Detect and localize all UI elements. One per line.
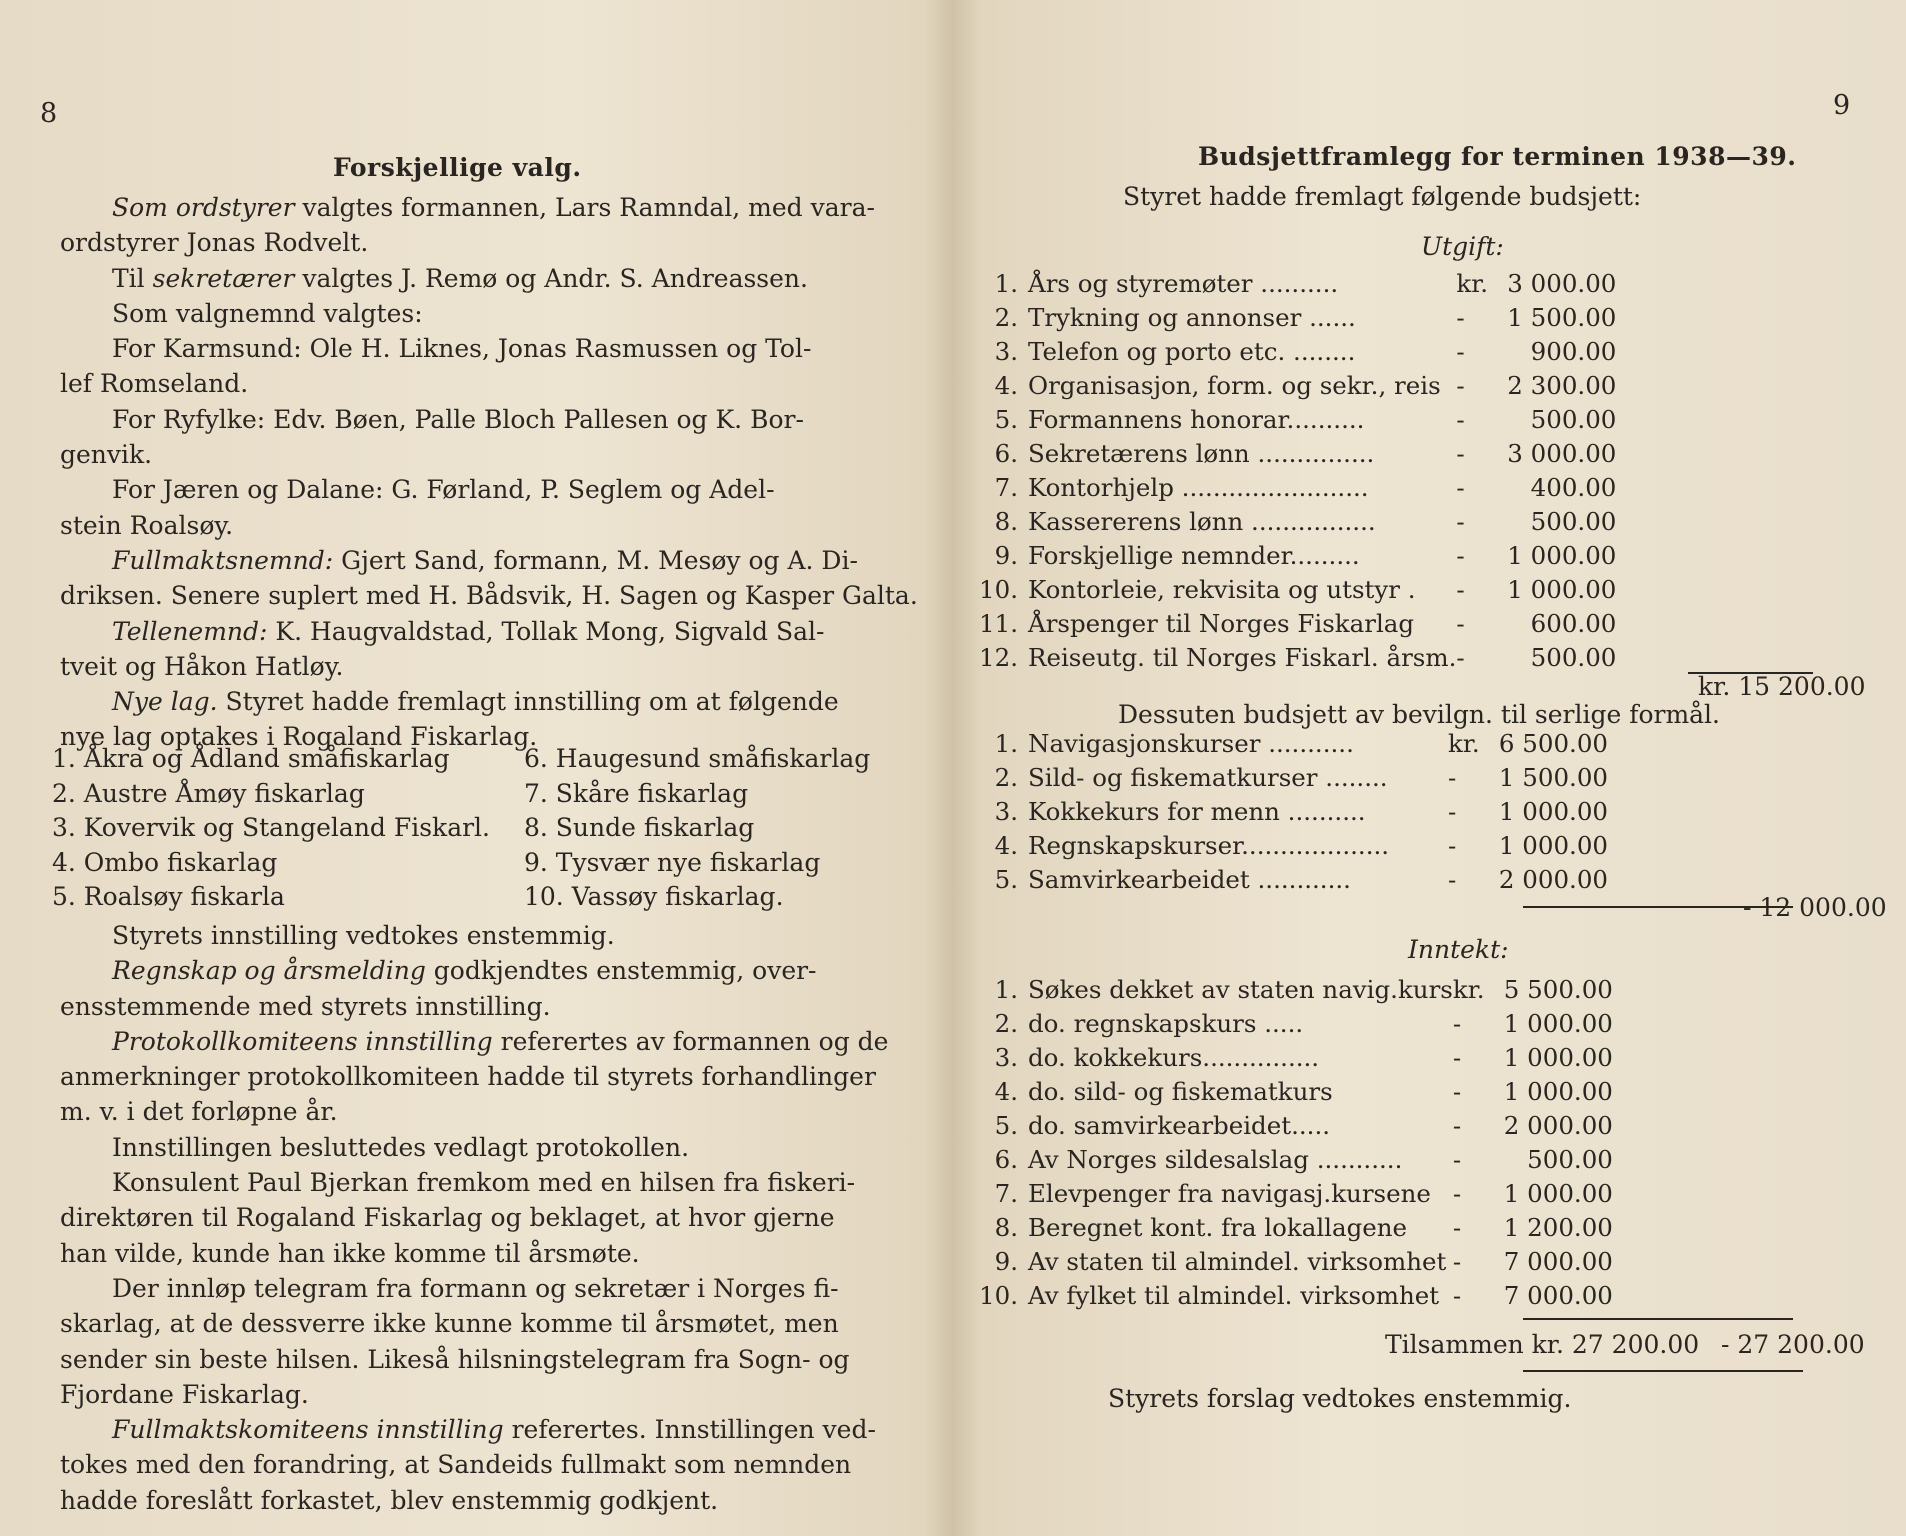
budget-cur: - [1452, 1110, 1462, 1140]
text-line [60, 261, 885, 296]
budget-amt: 7 000.00 [1503, 1246, 1613, 1276]
utgift-total: kr. 15 200.00 [1698, 672, 1866, 701]
section-heading: Forskjellige valg. [333, 153, 582, 182]
budget-row [963, 572, 1616, 606]
text-line [60, 1483, 885, 1518]
budget-desc: Årspenger til Norges Fiskarlag [1028, 608, 1415, 638]
budget-amt: 2 000.00 [1503, 1110, 1613, 1140]
budget-amt: 7 000.00 [1503, 1280, 1613, 1310]
budget-desc: Kokkekurs for menn .......... [1028, 796, 1366, 826]
text-segment: referertes av formannen og de [492, 1026, 889, 1056]
text-segment: K. Haugvaldstad, Tollak Mong, Sigvald Sal- [267, 616, 825, 646]
text-line [60, 190, 885, 225]
budget-no: 2. [994, 1008, 1018, 1038]
budget-amt: 1 000.00 [1507, 540, 1617, 570]
budget-amt: 1 000.00 [1498, 796, 1608, 826]
text-segment: Styrets innstilling vedtokes enstemmig. [112, 921, 615, 950]
text-segment: valgtes J. Remø og Andr. S. Andreassen. [294, 263, 808, 293]
budget-row [963, 436, 1616, 470]
text-segment: tokes med den forandring, at Sandeids fullmakt som nemnden [60, 1450, 852, 1480]
budget-row [963, 760, 1608, 794]
budget-intro: Styret hadde fremlagt følgende budsjett: [1123, 182, 1642, 211]
text-segment: Innstillingen besluttedes vedlagt protokollen. [112, 1132, 690, 1162]
budget-amt: 3 000.00 [1507, 438, 1617, 468]
text-line [60, 1306, 885, 1341]
budget-no: 4. [994, 370, 1018, 400]
budget-no: 8. [994, 506, 1018, 536]
budget-cur: kr. [1448, 728, 1480, 758]
text-segment: Gjert Sand, formann, M. Mesøy og A. Di- [333, 545, 858, 575]
right-page [953, 0, 1906, 1536]
tilsammen-total: - 27 200.00 [1721, 1330, 1865, 1359]
budget-row [963, 862, 1608, 896]
budget-cur: - [1452, 1008, 1462, 1038]
text-line [60, 953, 885, 988]
budget-amt: 1 500.00 [1507, 302, 1617, 332]
text-segment: Fjordane Fiskarlag. [60, 1379, 309, 1409]
text-segment: skarlag, at de dessverre ikke kunne komme til årsmøtet, men [60, 1309, 839, 1339]
text-line [60, 1094, 885, 1129]
lag-item: 4. Ombo fiskarlag [52, 847, 278, 877]
text-segment: sender sin beste hilsen. Likeså hilsningstelegram fra Sogn- og [60, 1344, 850, 1374]
budget-no: 11. [979, 608, 1018, 638]
budget-desc: Sekretærens lønn ............... [1028, 438, 1375, 468]
lag-item: 1. Åkra og Ådland småfiskarlag [52, 744, 450, 773]
text-line [60, 1165, 885, 1200]
budget-cur: - [1456, 336, 1465, 366]
budget-amt: 1 200.00 [1503, 1212, 1613, 1242]
text-line [60, 1200, 885, 1235]
lag-item: 9. Tysvær nye fiskarlag [524, 847, 821, 877]
left-after-paragraphs [60, 918, 889, 1518]
budget-amt: 900.00 [1530, 336, 1617, 366]
text-segment: For Jæren og Dalane: G. Førland, P. Seglem og Adel- [112, 475, 775, 505]
lag-item: 2. Austre Åmøy fiskarlag [52, 778, 365, 808]
budget-desc: Kassererens lønn ................ [1028, 506, 1376, 536]
text-line [60, 543, 885, 578]
text-segment: nye lag optakes i Rogaland Fiskarlag. [60, 722, 538, 752]
budget-row [963, 640, 1616, 674]
text-line [60, 1447, 885, 1482]
budget-desc: do. samvirkearbeidet..... [1028, 1110, 1331, 1140]
budget-no: 3. [994, 796, 1018, 826]
budget-cur: - [1456, 404, 1465, 434]
budget-no: 8. [994, 1212, 1018, 1242]
budget-row [963, 794, 1608, 828]
budget-row [963, 1244, 1613, 1278]
budget-cur: - [1456, 608, 1465, 638]
budget-desc: Kontorleie, rekvisita og utstyr . [1028, 574, 1416, 604]
serlige-table [963, 726, 1608, 896]
budget-amt: 1 500.00 [1498, 762, 1608, 792]
page-number: 8 [40, 98, 58, 129]
text-line [60, 684, 885, 719]
lag-item: 3. Kovervik og Stangeland Fiskarl. [52, 813, 490, 842]
text-line [60, 989, 885, 1024]
budget-amt: 1 000.00 [1503, 1042, 1613, 1072]
text-segment: Nye lag. [112, 687, 218, 717]
budget-amt: 500.00 [1530, 506, 1617, 536]
utgift-label: Utgift: [1421, 232, 1504, 261]
budget-cur: - [1456, 438, 1465, 468]
budget-no: 9. [994, 540, 1018, 570]
budget-row [963, 606, 1616, 640]
budget-desc: Sild- og fiskematkurser ........ [1028, 762, 1388, 792]
budget-desc: Reiseutg. til Norges Fiskarl. årsm. [1028, 642, 1457, 672]
text-segment: sekretærer [152, 263, 295, 293]
text-segment: Som ordstyrer [112, 193, 295, 222]
text-line [60, 437, 885, 472]
text-segment: godkjendtes enstemmig, over- [425, 956, 817, 986]
text-line [60, 578, 918, 613]
text-segment: valgtes formannen, Lars Ramndal, med vara- [294, 193, 875, 222]
text-segment: driksen. Senere suplert med H. Bådsvik, H. Sagen og Kasper Galta. [60, 581, 918, 611]
budget-cur: - [1456, 370, 1465, 400]
budget-no: 5. [994, 404, 1018, 434]
text-line [60, 366, 885, 401]
budget-row [963, 368, 1616, 402]
text-segment: m. v. i det forløpne år. [60, 1097, 338, 1127]
text-line [60, 296, 885, 331]
tilsammen: Tilsammen kr. 27 200.00 [1385, 1330, 1700, 1359]
text-segment: ordstyrer Jonas Rodvelt. [60, 228, 369, 258]
budget-cur: - [1452, 1246, 1462, 1276]
budget-cur: - [1452, 1178, 1462, 1208]
budget-no: 5. [994, 864, 1018, 894]
budget-no: 3. [994, 336, 1018, 366]
budget-cur: - [1456, 540, 1465, 570]
text-segment: anmerkninger protokollkomiteen hadde til styrets forhandlinger [60, 1062, 876, 1092]
budget-cur: - [1456, 574, 1465, 604]
budget-row [963, 1006, 1613, 1040]
budget-no: 4. [994, 1076, 1018, 1106]
text-segment: hadde foreslått forkastet, blev enstemmig godkjent. [60, 1485, 719, 1515]
budget-desc: Forskjellige nemnder......... [1028, 540, 1360, 570]
budget-row [963, 470, 1616, 504]
budget-desc: Søkes dekket av staten navig.kurs [1028, 974, 1453, 1004]
text-segment: Regnskap og årsmelding [112, 956, 426, 986]
budget-amt: 600.00 [1530, 608, 1617, 638]
text-segment: Tellenemnd: [112, 616, 268, 646]
budget-cur: - [1452, 1144, 1462, 1174]
text-line [60, 1130, 885, 1165]
budget-cur: - [1452, 1280, 1462, 1310]
budget-cur: - [1452, 1042, 1462, 1072]
text-line [60, 1412, 885, 1447]
budget-no: 1. [994, 268, 1018, 298]
budget-no: 10. [979, 1280, 1018, 1310]
text-segment: Konsulent Paul Bjerkan fremkom med en hilsen fra fiskeri- [112, 1168, 856, 1198]
budget-no: 1. [994, 974, 1018, 1004]
text-line [60, 614, 885, 649]
budget-no: 2. [994, 762, 1018, 792]
text-line [60, 1236, 885, 1271]
text-line [60, 472, 885, 507]
lag-item: 10. Vassøy fiskarlag. [524, 882, 784, 911]
budget-desc: Regnskapskurser................... [1028, 830, 1390, 860]
budget-cur: - [1456, 506, 1465, 536]
text-segment: genvik. [60, 440, 153, 470]
budget-no: 7. [994, 472, 1018, 502]
text-segment: han vilde, kunde han ikke komme til årsmøte. [60, 1238, 640, 1268]
budget-no: 6. [994, 438, 1018, 468]
budget-desc: Av fylket til almindel. virksomhet [1028, 1280, 1440, 1310]
budget-cur: kr. [1456, 268, 1489, 298]
serlige-label: Dessuten budsjett av bevilgn. til serlige formål. [1118, 700, 1721, 729]
budget-row [963, 1108, 1613, 1142]
budget-desc: Organisasjon, form. og sekr., reis [1028, 370, 1441, 400]
text-line [60, 508, 885, 543]
page-number: 9 [1833, 90, 1851, 121]
budget-amt: 500.00 [1530, 404, 1617, 434]
budget-no: 2. [994, 302, 1018, 332]
text-line [60, 649, 885, 684]
text-line [60, 225, 885, 260]
text-segment: Til [112, 263, 153, 293]
budget-row [963, 1040, 1613, 1074]
budget-amt: 1 000.00 [1507, 574, 1617, 604]
budget-amt: 2 000.00 [1498, 864, 1608, 894]
budget-no: 10. [979, 574, 1018, 604]
budget-cur: - [1448, 762, 1457, 792]
budget-no: 7. [994, 1178, 1018, 1208]
budget-row [963, 972, 1613, 1006]
text-line [60, 1377, 885, 1412]
text-segment: Fullmaktsnemnd: [112, 545, 334, 575]
budget-row [963, 1074, 1613, 1108]
text-segment: Protokollkomiteens innstilling [112, 1026, 493, 1056]
budget-desc: Års og styremøter .......... [1028, 268, 1339, 298]
budget-row [963, 266, 1616, 300]
serlige-total: - 12 000.00 [1743, 893, 1887, 922]
lag-item: 7. Skåre fiskarlag [524, 778, 749, 808]
text-line [60, 331, 885, 366]
budget-desc: Telefon og porto etc. ........ [1028, 336, 1356, 366]
text-segment: tveit og Håkon Hatløy. [60, 651, 344, 681]
budget-no: 1. [994, 728, 1018, 758]
budget-amt: 1 000.00 [1503, 1178, 1613, 1208]
lag-item: 8. Sunde fiskarlag [524, 813, 755, 842]
text-segment: Som valgnemnd valgtes: [112, 298, 423, 328]
text-segment: For Ryfylke: Edv. Bøen, Palle Bloch Pallesen og K. Bor- [112, 404, 804, 434]
budget-cur: - [1448, 830, 1457, 860]
budget-no: 12. [979, 642, 1018, 672]
text-segment: ensstemmende med styrets innstilling. [60, 991, 551, 1021]
text-line [60, 402, 885, 437]
budget-amt: 1 000.00 [1503, 1076, 1613, 1106]
budget-amt: 500.00 [1530, 642, 1617, 672]
budget-no: 6. [994, 1144, 1018, 1174]
budget-row [963, 334, 1616, 368]
budget-row [963, 300, 1616, 334]
budget-amt: 6 500.00 [1498, 728, 1608, 758]
budget-heading: Budsjettframlegg for terminen 1938—39. [1198, 142, 1797, 171]
budget-row [963, 828, 1608, 862]
budget-row [963, 1176, 1613, 1210]
text-segment: referertes. Innstillingen ved- [503, 1415, 876, 1445]
budget-cur: - [1448, 864, 1457, 894]
budget-desc: Trykning og annonser ...... [1028, 302, 1356, 332]
budget-amt: 5 500.00 [1503, 974, 1613, 1004]
inntekt-label: Inntekt: [1408, 935, 1509, 964]
budget-amt: 400.00 [1530, 472, 1617, 502]
text-line [60, 1342, 885, 1377]
budget-no: 4. [994, 830, 1018, 860]
budget-cur: - [1448, 796, 1457, 826]
budget-cur: kr. [1452, 974, 1485, 1004]
budget-amt: 500.00 [1527, 1144, 1613, 1174]
budget-row [963, 1278, 1613, 1312]
inntekt-table [963, 972, 1613, 1312]
text-segment: Styret hadde fremlagt innstilling om at følgende [217, 687, 839, 717]
text-segment: stein Roalsøy. [60, 510, 234, 540]
budget-desc: Navigasjonskurser ........... [1028, 728, 1354, 758]
budget-desc: do. regnskapskurs ..... [1028, 1008, 1304, 1038]
lag-item: 5. Roalsøy fiskarla [52, 882, 285, 911]
budget-desc: do. kokkekurs............... [1028, 1042, 1320, 1072]
budget-row [963, 402, 1616, 436]
text-segment: lef Romseland. [60, 369, 249, 399]
budget-desc: Beregnet kont. fra lokallagene [1028, 1212, 1408, 1242]
budget-row [963, 726, 1608, 760]
budget-amt: 1 000.00 [1498, 830, 1608, 860]
budget-amt: 1 000.00 [1503, 1008, 1613, 1038]
budget-no: 5. [994, 1110, 1018, 1140]
utgift-table [963, 266, 1616, 674]
text-line [60, 1024, 889, 1059]
text-segment: Der innløp telegram fra formann og sekretær i Norges fi- [112, 1273, 839, 1303]
budget-amt: 2 300.00 [1507, 370, 1617, 400]
text-line [60, 918, 885, 953]
budget-row [963, 1142, 1613, 1176]
budget-row [963, 538, 1616, 572]
text-line [60, 1059, 885, 1094]
left-paragraphs [60, 190, 918, 755]
budget-desc: Samvirkearbeidet ............ [1028, 864, 1351, 894]
budget-cur: - [1456, 472, 1465, 502]
closing-statement: Styrets forslag vedtokes enstemmig. [1108, 1384, 1572, 1413]
budget-cur: - [1452, 1212, 1462, 1242]
text-line [60, 1271, 885, 1306]
text-segment: direktøren til Rogaland Fiskarlag og beklaget, at hvor gjerne [60, 1203, 835, 1233]
budget-amt: 3 000.00 [1507, 268, 1617, 298]
total-rule [1523, 1370, 1803, 1372]
budget-cur: - [1452, 1076, 1462, 1106]
budget-desc: Av staten til almindel. virksomhet [1028, 1246, 1447, 1276]
budget-cur: - [1456, 302, 1465, 332]
budget-row [963, 504, 1616, 538]
text-segment: Fullmaktskomiteens innstilling [112, 1415, 504, 1445]
budget-desc: do. sild- og fiskematkurs [1028, 1076, 1333, 1106]
budget-desc: Elevpenger fra navigasj.kursene [1028, 1178, 1431, 1208]
budget-cur: - [1456, 642, 1465, 672]
budget-desc: Kontorhjelp ........................ [1028, 472, 1369, 502]
budget-desc: Av Norges sildesalslag ........... [1028, 1144, 1403, 1174]
budget-no: 9. [994, 1246, 1018, 1276]
text-segment: For Karmsund: Ole H. Liknes, Jonas Rasmussen og Tol- [112, 334, 812, 364]
budget-desc: Formannens honorar.......... [1028, 404, 1365, 434]
budget-no: 3. [994, 1042, 1018, 1072]
lag-item: 6. Haugesund småfiskarlag [524, 744, 871, 773]
inntekt-rule [1523, 1318, 1793, 1320]
budget-row [963, 1210, 1613, 1244]
